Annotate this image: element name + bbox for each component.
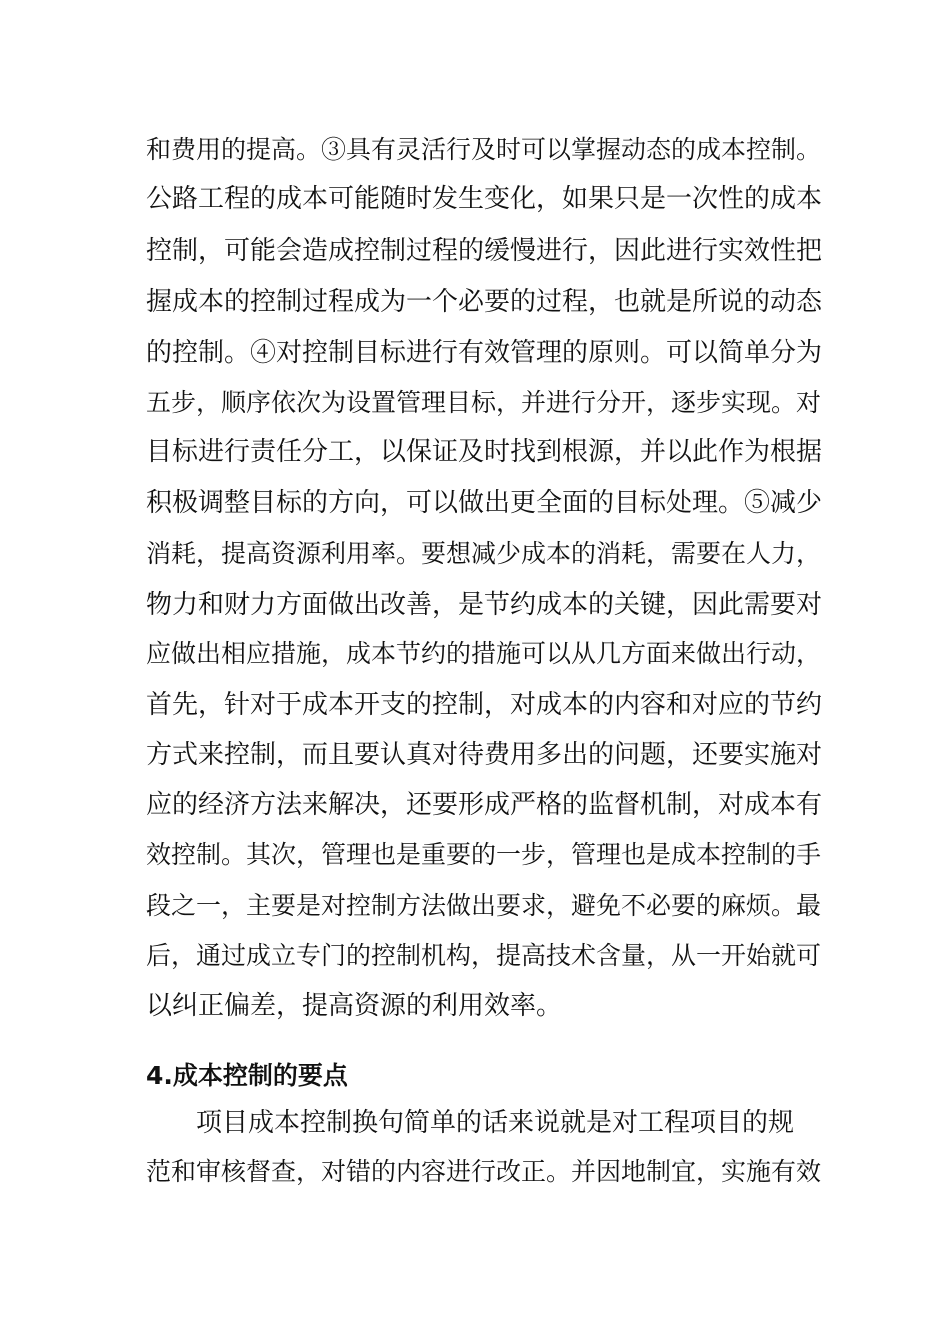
body-text-line: 目标进行责任分工，以保证及时找到根源，并以此作为根据: [146, 437, 823, 467]
body-text-line: 效控制。其次，管理也是重要的一步，管理也是成本控制的手: [146, 840, 822, 869]
body-text-line: 的控制。④对控制目标进行有效管理的原则。可以简单分为: [146, 338, 823, 368]
body-text-line: 控制，可能会造成控制过程的缓慢进行，因此进行实效性把: [146, 236, 823, 266]
body-text-line: 项目成本控制换句简单的话来说就是对工程项目的规: [196, 1108, 795, 1138]
body-text-line: 应的经济方法来解决，还要形成严格的监督机制，对成本有: [146, 790, 823, 820]
body-text-line: 以纠正偏差，提高资源的利用效率。: [146, 991, 563, 1021]
body-text-line: 握成本的控制过程成为一个必要的过程，也就是所说的动态: [146, 287, 823, 317]
body-text-line: 方式来控制，而且要认真对待费用多出的问题，还要实施对: [146, 740, 823, 770]
body-text-line: 和费用的提高。③具有灵活行及时可以掌握动态的成本控制。: [146, 135, 822, 164]
body-text-line: 积极调整目标的方向，可以做出更全面的目标处理。⑤减少: [146, 488, 823, 518]
section-heading: 4.成本控制的要点: [146, 1061, 348, 1090]
body-text-line: 五步，顺序依次为设置管理目标，并进行分开，逐步实现。对: [146, 388, 822, 417]
body-text-line: 段之一，主要是对控制方法做出要求，避免不必要的麻烦。最: [146, 891, 822, 920]
body-text-line: 后，通过成立专门的控制机构，提高技术含量，从一开始就可: [146, 941, 822, 970]
body-text-line: 公路工程的成本可能随时发生变化，如果只是一次性的成本: [146, 184, 823, 214]
body-text-line: 物力和财力方面做出改善，是节约成本的关键，因此需要对: [146, 590, 823, 620]
body-text-line: 首先，针对于成本开支的控制，对成本的内容和对应的节约: [146, 690, 823, 720]
body-text-line: 范和审核督查，对错的内容进行改正。并因地制宜，实施有效: [146, 1157, 822, 1186]
body-text-line: 应做出相应措施，成本节约的措施可以从几方面来做出行动，: [146, 639, 822, 668]
body-text-line: 消耗，提高资源利用率。要想减少成本的消耗，需要在人力，: [146, 539, 822, 568]
